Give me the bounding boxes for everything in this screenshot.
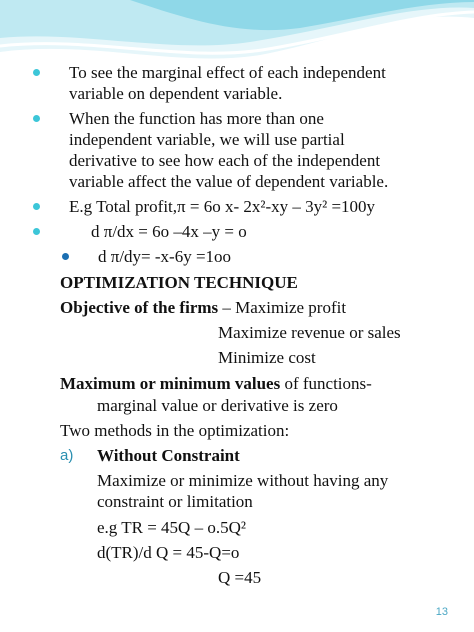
item-a-title: Without Constraint — [97, 446, 240, 465]
bullet-icon — [33, 69, 40, 76]
header-wave-decoration — [0, 0, 474, 70]
objective-line: Objective of the firms – Maximize profit — [60, 298, 347, 317]
bullet-icon — [33, 115, 40, 122]
objective-line-3: Minimize cost — [218, 348, 316, 367]
bullet-2-line-2: independent variable, we will use partial — [69, 130, 345, 149]
bullet-icon — [33, 203, 40, 210]
bullet-icon — [62, 253, 69, 260]
objective-line-2: Maximize revenue or sales — [218, 323, 401, 342]
maxmin-line: Maximum or minimum values of functions- — [60, 374, 372, 393]
item-a-desc-1: Maximize or minimize without having any — [97, 471, 389, 490]
bullet-3-text: E.g Total profit,π = 6o x- 2x²-xy – 3y² =100y — [69, 197, 376, 216]
maxmin-line-2: marginal value or derivative is zero — [97, 396, 338, 415]
bullet-5-text: d π/dy= -x-6y =1oo — [98, 247, 232, 266]
bullet-2-line-1: When the function has more than one — [69, 109, 324, 128]
bullet-2-line-4: variable affect the value of dependent variable. — [69, 172, 389, 191]
equation-1: e.g TR = 45Q – o.5Q² — [97, 518, 246, 537]
bullet-icon — [33, 228, 40, 235]
optimization-title: OPTIMIZATION TECHNIQUE — [60, 273, 298, 292]
equation-3: Q =45 — [218, 568, 262, 587]
bullet-1-line-2: variable on dependent variable. — [69, 84, 283, 103]
equation-2: d(TR)/d Q = 45-Q=o — [97, 543, 240, 562]
item-a-desc-2: constraint or limitation — [97, 492, 253, 511]
two-methods-text: Two methods in the optimization: — [60, 421, 290, 440]
bullet-1-line-1: To see the marginal effect of each independent — [69, 63, 386, 82]
bullet-4-text: d π/dx = 6o –4x –y = o — [91, 222, 247, 241]
bullet-2-line-3: derivative to see how each of the independent — [69, 151, 381, 170]
page-number: 13 — [435, 606, 448, 618]
item-a-marker: a) — [60, 447, 74, 464]
